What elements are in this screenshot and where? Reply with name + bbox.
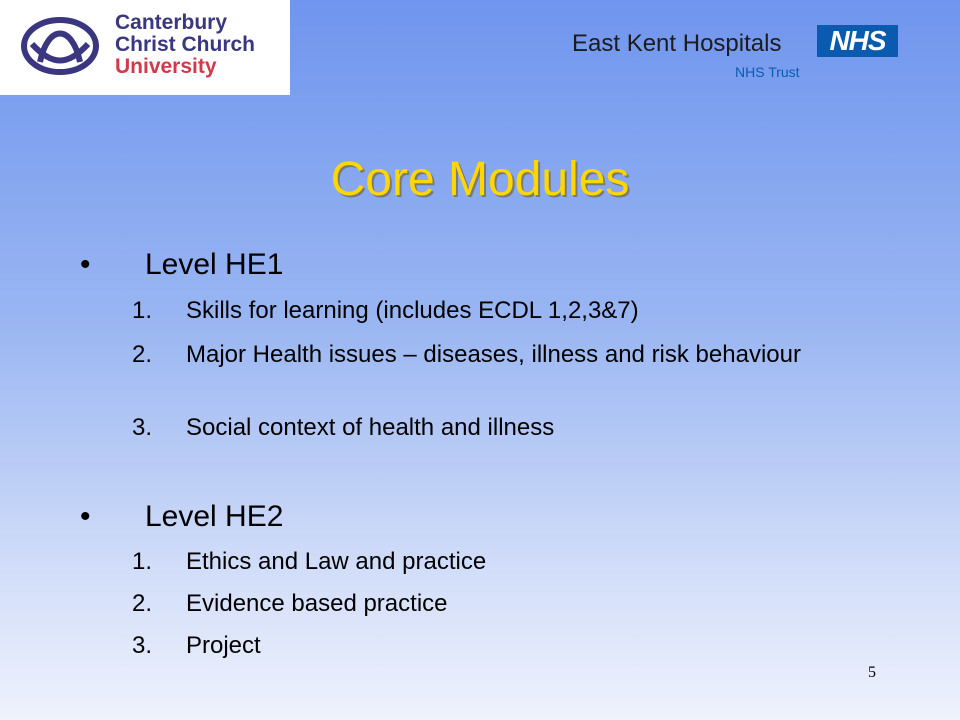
item-text: Skills for learning (includes ECDL 1,2,3&7) xyxy=(186,297,639,324)
item-text: Ethics and Law and practice xyxy=(186,548,487,575)
university-name-line2: Christ Church xyxy=(115,33,256,56)
university-logo xyxy=(0,0,290,95)
item-text: Project xyxy=(186,632,261,659)
hospital-name: East Kent Hospitals xyxy=(572,30,782,57)
level-heading-he2 xyxy=(80,500,283,534)
item-number: 3. xyxy=(132,414,153,441)
university-name-line3: University xyxy=(115,55,217,78)
university-name-line1: Canterbury xyxy=(115,11,228,34)
level-heading-he1 xyxy=(80,248,283,282)
item-number: 2. xyxy=(132,341,153,368)
item-number: 2. xyxy=(132,590,153,617)
nhs-logo: NHS xyxy=(817,25,898,57)
bullet: • xyxy=(80,248,91,281)
level-label: Level HE2 xyxy=(145,500,284,533)
nhs-trust-label: NHS Trust xyxy=(735,64,800,80)
item-text: Social context of health and illness xyxy=(186,414,555,441)
item-text: Major Health issues – diseases, illness and risk behaviour xyxy=(186,341,801,368)
item-number: 1. xyxy=(132,297,153,324)
bullet: • xyxy=(80,500,91,533)
university-crest-icon xyxy=(18,14,102,78)
item-text: Evidence based practice xyxy=(186,590,448,617)
item-number: 1. xyxy=(132,548,153,575)
item-number: 3. xyxy=(132,632,153,659)
level-label: Level HE1 xyxy=(145,248,284,281)
page-number: 5 xyxy=(868,664,876,681)
slide-title: Core Modules xyxy=(330,153,630,206)
